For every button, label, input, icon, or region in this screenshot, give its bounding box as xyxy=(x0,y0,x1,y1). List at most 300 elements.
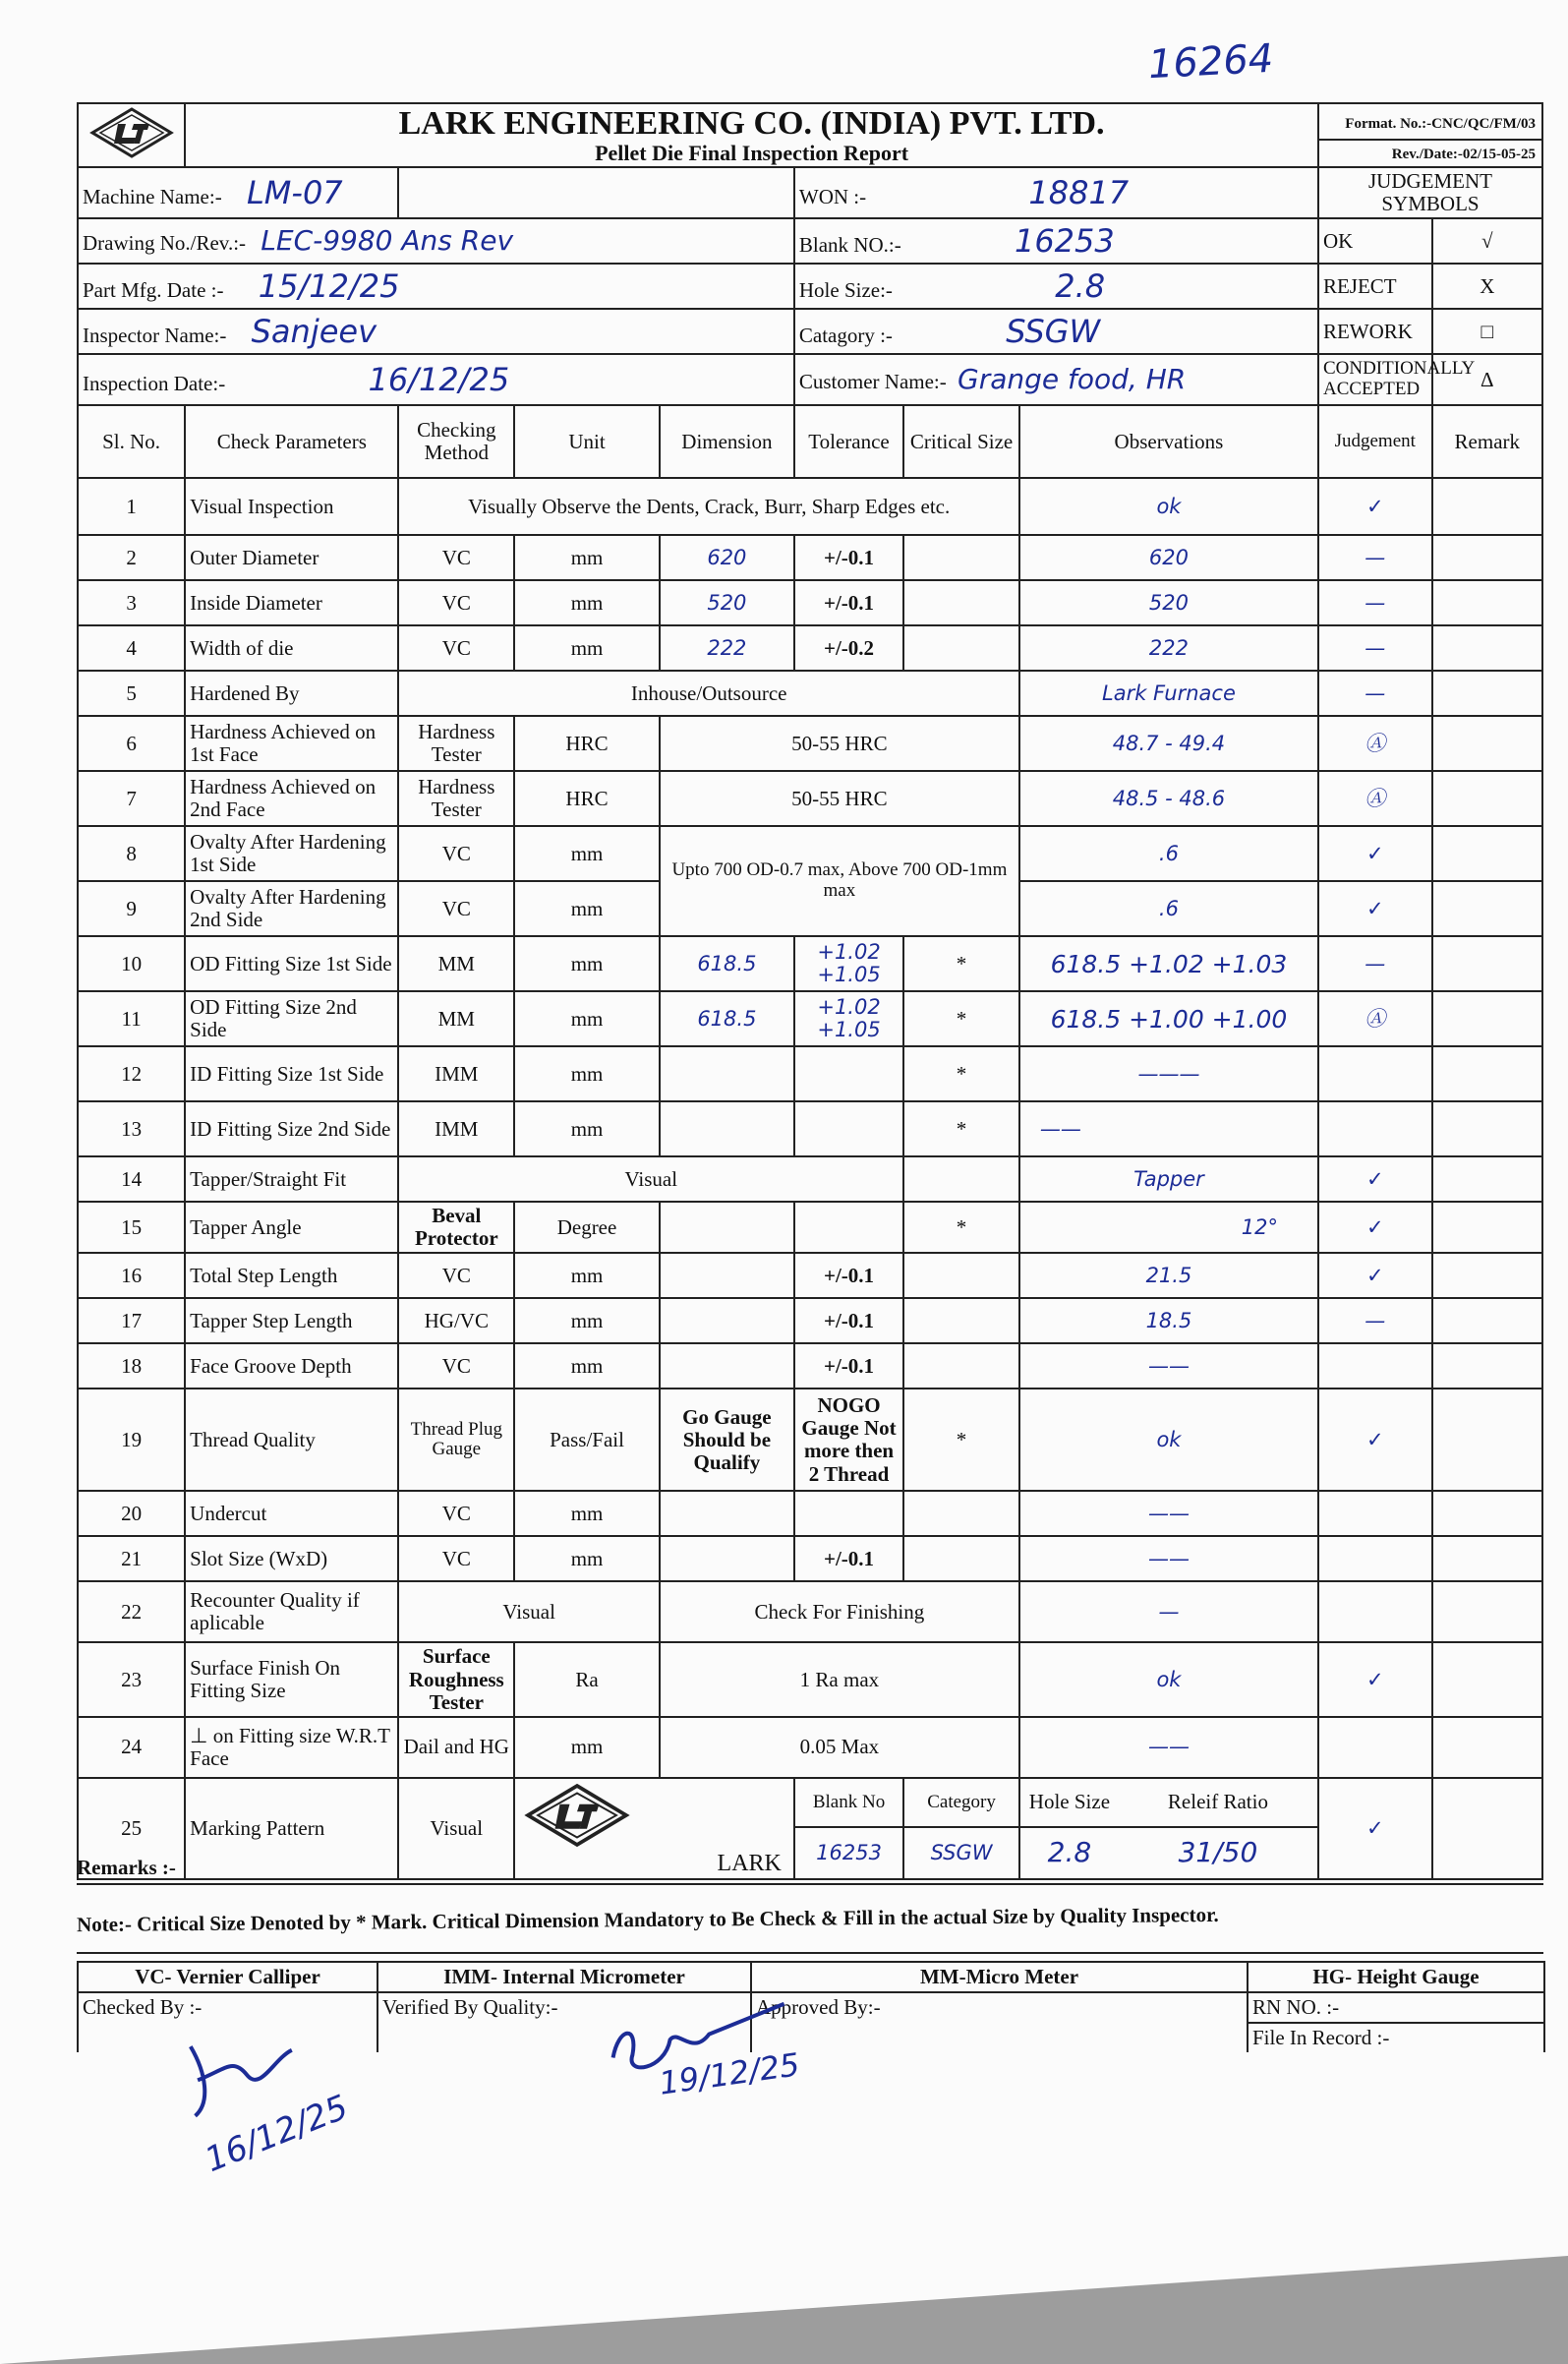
part-mfg-date-field xyxy=(78,264,794,309)
row-method: Visually Observe the Dents, Crack, Burr, Sharp Edges etc. xyxy=(398,478,1018,535)
row-critical: * xyxy=(903,936,1019,991)
row-tolerance: +/-0.2 xyxy=(794,625,903,671)
row-sl: 18 xyxy=(78,1343,185,1389)
row-sl: 4 xyxy=(78,625,185,671)
table-row xyxy=(78,1046,1542,1101)
row-dimension: Check For Finishing xyxy=(660,1581,1019,1642)
row-judgement: ✓ xyxy=(1318,1642,1432,1716)
symbol-reject-label: REJECT xyxy=(1318,264,1432,309)
row-critical xyxy=(903,1156,1019,1202)
marking-logo-cell xyxy=(514,1778,794,1879)
row-remark xyxy=(1432,881,1542,936)
col-dimension: Dimension xyxy=(660,405,794,478)
row-sl: 11 xyxy=(78,991,185,1046)
row-judgement xyxy=(1318,1491,1432,1536)
symbol-rework: □ xyxy=(1432,309,1542,354)
hole-size-field xyxy=(794,264,1318,309)
marking-hole-label: Hole Size xyxy=(1028,1790,1111,1814)
row-method: Visual xyxy=(398,1778,514,1879)
row-judgement: ✓ xyxy=(1318,1253,1432,1298)
row-unit: Ra xyxy=(514,1642,660,1716)
company-logo-icon xyxy=(88,106,175,159)
row-param: Hardened By xyxy=(185,671,398,716)
row-sl: 24 xyxy=(78,1717,185,1778)
format-cell xyxy=(1318,103,1542,167)
row-critical xyxy=(903,535,1019,580)
category-field xyxy=(794,309,1318,354)
row-observation: 18.5 xyxy=(1019,1298,1318,1343)
row-unit: mm xyxy=(514,1253,660,1298)
row-dimension xyxy=(660,1536,794,1581)
won-value: 18817 xyxy=(1028,173,1130,211)
inspector-name-value: Sanjeev xyxy=(251,312,377,350)
row-unit: HRC xyxy=(514,771,660,826)
row-unit: Degree xyxy=(514,1202,660,1253)
marking-blank-value: 16253 xyxy=(794,1827,903,1879)
row-param: Tapper Angle xyxy=(185,1202,398,1253)
row-judgement: Ⓐ xyxy=(1318,716,1432,771)
row-remark xyxy=(1432,625,1542,671)
row-tolerance: +1.02 +1.05 xyxy=(794,991,903,1046)
verified-by-field: Verified By Quality:- xyxy=(377,1992,751,2052)
row-remark xyxy=(1432,991,1542,1046)
row-sl: 16 xyxy=(78,1253,185,1298)
inspection-table xyxy=(77,102,1543,1880)
row-observation: —— xyxy=(1019,1717,1318,1778)
row-dimension: 620 xyxy=(660,535,794,580)
table-row xyxy=(78,1298,1542,1343)
category-label: Catagory :- xyxy=(798,323,893,347)
row-sl: 23 xyxy=(78,1642,185,1716)
table-row xyxy=(78,1536,1542,1581)
legend-mm: MM-Micro Meter xyxy=(751,1962,1248,1992)
table-row xyxy=(78,991,1542,1046)
row-method: VC xyxy=(398,535,514,580)
row-critical xyxy=(903,1298,1019,1343)
revision-date: Rev./Date:-02/15-05-25 xyxy=(1391,146,1536,162)
row-param: Total Step Length xyxy=(185,1253,398,1298)
row-method: HG/VC xyxy=(398,1298,514,1343)
row-remark xyxy=(1432,1298,1542,1343)
marking-hole-relief-values xyxy=(1019,1827,1318,1879)
row-method: MM xyxy=(398,991,514,1046)
col-observations: Observations xyxy=(1019,405,1318,478)
row-observation: —— xyxy=(1019,1101,1318,1156)
customer-name-value: Grange food, HR xyxy=(958,362,1187,395)
row-judgement: — xyxy=(1318,535,1432,580)
row-method: Hardness Tester xyxy=(398,716,514,771)
row-method: IMM xyxy=(398,1046,514,1101)
row-remark xyxy=(1432,936,1542,991)
customer-name-field xyxy=(794,354,1318,405)
row-method: VC xyxy=(398,881,514,936)
row-critical: * xyxy=(903,1389,1019,1491)
marking-hole-value: 2.8 xyxy=(1047,1836,1092,1869)
row-sl: 25 xyxy=(78,1778,185,1879)
col-judgement: Judgement xyxy=(1318,405,1432,478)
row-observation: .6 xyxy=(1019,881,1318,936)
logo-cell xyxy=(78,103,185,167)
blank-no-field xyxy=(794,218,1318,264)
row-observation: ok xyxy=(1019,1642,1318,1716)
row-sl: 21 xyxy=(78,1536,185,1581)
table-row xyxy=(78,1642,1542,1716)
row-unit: mm xyxy=(514,936,660,991)
row-method: VC xyxy=(398,580,514,625)
row-sl: 19 xyxy=(78,1389,185,1491)
row-observation: 618.5 +1.00 +1.00 xyxy=(1019,991,1318,1046)
row-unit: mm xyxy=(514,1046,660,1101)
row-sl: 3 xyxy=(78,580,185,625)
row-judgement: — xyxy=(1318,625,1432,671)
row-dimension: 1 Ra max xyxy=(660,1642,1019,1716)
row-method: Visual xyxy=(398,1581,659,1642)
row-judgement xyxy=(1318,1536,1432,1581)
legend-imm: IMM- Internal Micrometer xyxy=(377,1962,751,1992)
row-sl: 8 xyxy=(78,826,185,881)
category-value: SSGW xyxy=(1006,312,1101,350)
row-remark xyxy=(1432,716,1542,771)
row-param: Ovalty After Hardening 2nd Side xyxy=(185,881,398,936)
row-critical xyxy=(903,1343,1019,1389)
table-row xyxy=(78,535,1542,580)
row-judgement: ✓ xyxy=(1318,1389,1432,1491)
file-record-field: File In Record :- xyxy=(1252,2026,1390,2049)
row-param: Outer Diameter xyxy=(185,535,398,580)
record-fields xyxy=(1248,1992,1544,2052)
row-critical: * xyxy=(903,1101,1019,1156)
table-row xyxy=(78,1778,1542,1828)
row-sl: 1 xyxy=(78,478,185,535)
note-divider xyxy=(77,1952,1543,1954)
row-judgement: ✓ xyxy=(1318,1202,1432,1253)
row-observation: —— xyxy=(1019,1343,1318,1389)
row-unit: mm xyxy=(514,826,660,881)
row-param: ID Fitting Size 2nd Side xyxy=(185,1101,398,1156)
row-dimension: 618.5 xyxy=(660,991,794,1046)
row-remark xyxy=(1432,1581,1542,1642)
row-tolerance: +/-0.1 xyxy=(794,1536,903,1581)
row-param: Visual Inspection xyxy=(185,478,398,535)
legend-vc: VC- Vernier Calliper xyxy=(78,1962,377,1992)
row-param: Inside Diameter xyxy=(185,580,398,625)
row-param: OD Fitting Size 1st Side xyxy=(185,936,398,991)
col-unit: Unit xyxy=(514,405,660,478)
row-param: Slot Size (WxD) xyxy=(185,1536,398,1581)
row-observation: 222 xyxy=(1019,625,1318,671)
row-sl: 5 xyxy=(78,671,185,716)
hole-size-value: 2.8 xyxy=(1055,266,1106,305)
row-judgement: Ⓐ xyxy=(1318,771,1432,826)
row-remark xyxy=(1432,1536,1542,1581)
row-judgement xyxy=(1318,1046,1432,1101)
won-label: WON :- xyxy=(798,184,867,208)
row-critical xyxy=(903,1253,1019,1298)
row-observation: .6 xyxy=(1019,826,1318,881)
hole-size-label: Hole Size:- xyxy=(798,277,893,302)
format-number: Format. No.:-CNC/QC/FM/03 xyxy=(1319,108,1541,141)
row-sl: 15 xyxy=(78,1202,185,1253)
row-param: Hardness Achieved on 1st Face xyxy=(185,716,398,771)
symbol-ok-label: OK xyxy=(1318,218,1432,264)
row-unit: mm xyxy=(514,535,660,580)
drawing-no-field xyxy=(78,218,794,264)
judgement-symbols-title: JUDGEMENT SYMBOLS xyxy=(1318,167,1542,218)
row-judgement: ✓ xyxy=(1318,881,1432,936)
row-unit: mm xyxy=(514,1491,660,1536)
verifier-date: 19/12/25 xyxy=(657,2045,802,2102)
row-judgement: — xyxy=(1318,671,1432,716)
remarks-label: Remarks :- xyxy=(77,1856,176,1879)
row-dimension xyxy=(660,1298,794,1343)
row-sl: 20 xyxy=(78,1491,185,1536)
col-remark: Remark xyxy=(1432,405,1542,478)
row-method: Surface Roughness Tester xyxy=(398,1642,514,1716)
row-remark xyxy=(1432,1491,1542,1536)
row-param: Marking Pattern xyxy=(185,1778,398,1879)
row-remark xyxy=(1432,1642,1542,1716)
row-method: VC xyxy=(398,1343,514,1389)
table-row xyxy=(78,1343,1542,1389)
row-judgement xyxy=(1318,1581,1432,1642)
row-observation: ok xyxy=(1019,1389,1318,1491)
row-param: Hardness Achieved on 2nd Face xyxy=(185,771,398,826)
machine-name-blank xyxy=(398,167,793,218)
row-observation: — xyxy=(1019,1581,1318,1642)
row-remark xyxy=(1432,671,1542,716)
table-row xyxy=(78,1581,1542,1642)
row-method: MM xyxy=(398,936,514,991)
row-unit: mm xyxy=(514,881,660,936)
row-remark xyxy=(1432,1202,1542,1253)
row-dimension: 0.05 Max xyxy=(660,1717,1019,1778)
row-unit: mm xyxy=(514,991,660,1046)
row-dimension xyxy=(660,1253,794,1298)
remarks-divider xyxy=(77,1883,1543,1885)
row-param: ⊥ on Fitting size W.R.T Face xyxy=(185,1717,398,1778)
row-remark xyxy=(1432,478,1542,535)
row-sl: 12 xyxy=(78,1046,185,1101)
row-sl: 22 xyxy=(78,1581,185,1642)
inspection-date-field xyxy=(78,354,794,405)
table-row xyxy=(78,625,1542,671)
row-unit: mm xyxy=(514,1536,660,1581)
table-row xyxy=(78,826,1542,881)
row-sl: 17 xyxy=(78,1298,185,1343)
row-param: Face Groove Depth xyxy=(185,1343,398,1389)
row-observation: 48.5 - 48.6 xyxy=(1019,771,1318,826)
company-name: LARK ENGINEERING CO. (INDIA) PVT. LTD. xyxy=(398,104,1105,142)
row-tolerance xyxy=(794,1046,903,1101)
row-param: Thread Quality xyxy=(185,1389,398,1491)
row-param: Width of die xyxy=(185,625,398,671)
row-method: Inhouse/Outsource xyxy=(398,671,1018,716)
row-tolerance xyxy=(794,1202,903,1253)
row-observation: 48.7 - 49.4 xyxy=(1019,716,1318,771)
table-row xyxy=(78,1253,1542,1298)
row-method: Dail and HG xyxy=(398,1717,514,1778)
inspection-date-value: 16/12/25 xyxy=(368,360,510,398)
drawing-no-value: LEC-9980 Ans Rev xyxy=(261,223,514,257)
row-unit: mm xyxy=(514,580,660,625)
table-row xyxy=(78,771,1542,826)
row-critical: * xyxy=(903,1046,1019,1101)
row-param: Surface Finish On Fitting Size xyxy=(185,1642,398,1716)
inspector-name-label: Inspector Name:- xyxy=(83,323,227,347)
checker-date: 16/12/25 xyxy=(200,2087,354,2181)
row-tolerance: +/-0.1 xyxy=(794,1253,903,1298)
symbol-reject: X xyxy=(1432,264,1542,309)
row-remark xyxy=(1432,580,1542,625)
symbol-ok: √ xyxy=(1432,218,1542,264)
row-observation: Lark Furnace xyxy=(1019,671,1318,716)
table-row xyxy=(78,671,1542,716)
legend-hg: HG- Height Gauge xyxy=(1248,1962,1544,1992)
symbol-rework-label: REWORK xyxy=(1318,309,1432,354)
row-tolerance xyxy=(794,1101,903,1156)
report-title: Pellet Die Final Inspection Report xyxy=(595,141,909,166)
row-method: Thread Plug Gauge xyxy=(398,1389,514,1491)
marking-blank-label: Blank No xyxy=(794,1778,903,1828)
row-remark xyxy=(1432,1389,1542,1491)
lark-logo-icon xyxy=(523,1781,631,1850)
row-unit: mm xyxy=(514,1717,660,1778)
row-dimension: 50-55 HRC xyxy=(660,716,1019,771)
row-param: Recounter Quality if aplicable xyxy=(185,1581,398,1642)
scan-shadow xyxy=(0,2256,1568,2364)
drawing-no-label: Drawing No./Rev.:- xyxy=(83,230,247,255)
col-check-parameters: Check Parameters xyxy=(185,405,398,478)
col-checking-method: Checking Method xyxy=(398,405,514,478)
symbol-conditional-label: CONDITIONALLY ACCEPTED xyxy=(1318,354,1432,405)
row-method: IMM xyxy=(398,1101,514,1156)
row-remark xyxy=(1432,1156,1542,1202)
row-dimension xyxy=(660,1343,794,1389)
row-remark xyxy=(1432,1343,1542,1389)
part-mfg-date-value: 15/12/25 xyxy=(258,266,400,305)
row-judgement xyxy=(1318,1343,1432,1389)
row-observation: —— xyxy=(1019,1491,1318,1536)
row-dimension: 222 xyxy=(660,625,794,671)
row-unit: Pass/Fail xyxy=(514,1389,660,1491)
row-param: OD Fitting Size 2nd Side xyxy=(185,991,398,1046)
row-dimension xyxy=(660,1202,794,1253)
row-param: Tapper Step Length xyxy=(185,1298,398,1343)
row-judgement: — xyxy=(1318,936,1432,991)
row-tolerance: +/-0.1 xyxy=(794,1343,903,1389)
blank-no-value: 16253 xyxy=(1014,221,1115,260)
row-critical: * xyxy=(903,1202,1019,1253)
row-dimension: Go Gauge Should be Qualify xyxy=(660,1389,794,1491)
row-dimension xyxy=(660,1491,794,1536)
table-row xyxy=(78,716,1542,771)
table-row xyxy=(78,936,1542,991)
row-judgement: ✓ xyxy=(1318,478,1432,535)
row-sl: 7 xyxy=(78,771,185,826)
row-observation: 520 xyxy=(1019,580,1318,625)
title-cell xyxy=(185,103,1318,167)
row-judgement: ✓ xyxy=(1318,826,1432,881)
row-remark xyxy=(1432,1778,1542,1879)
row-sl: 9 xyxy=(78,881,185,936)
table-row xyxy=(78,1717,1542,1778)
row-critical xyxy=(903,625,1019,671)
row-sl: 6 xyxy=(78,716,185,771)
row-critical xyxy=(903,1491,1019,1536)
table-row xyxy=(78,1156,1542,1202)
row-method: VC xyxy=(398,826,514,881)
customer-name-label: Customer Name:- xyxy=(798,369,947,393)
row-observation: Tapper xyxy=(1019,1156,1318,1202)
row-unit: mm xyxy=(514,1298,660,1343)
row-remark xyxy=(1432,535,1542,580)
row-sl: 2 xyxy=(78,535,185,580)
row-remark xyxy=(1432,826,1542,881)
col-tolerance: Tolerance xyxy=(794,405,903,478)
row-judgement xyxy=(1318,1101,1432,1156)
row-method: Visual xyxy=(398,1156,903,1202)
won-field xyxy=(794,167,1318,218)
row-param: ID Fitting Size 1st Side xyxy=(185,1046,398,1101)
row-remark xyxy=(1432,1717,1542,1778)
inspection-date-label: Inspection Date:- xyxy=(83,371,226,395)
table-row xyxy=(78,1101,1542,1156)
marking-relief-value: 31/50 xyxy=(1178,1836,1258,1869)
row-param: Undercut xyxy=(185,1491,398,1536)
row-dimension: 50-55 HRC xyxy=(660,771,1019,826)
table-row xyxy=(78,1202,1542,1253)
row-dimension: 520 xyxy=(660,580,794,625)
row-observation: 12° xyxy=(1019,1202,1318,1253)
row-observation: —— xyxy=(1019,1536,1318,1581)
row-tolerance xyxy=(794,1491,903,1536)
row-judgement: — xyxy=(1318,580,1432,625)
machine-name-value: LM-07 xyxy=(246,173,343,211)
marking-lark-text: LARK xyxy=(717,1850,782,1876)
document-number: 16264 xyxy=(1146,35,1275,89)
part-mfg-date-label: Part Mfg. Date :- xyxy=(83,277,224,302)
symbol-conditional: Δ xyxy=(1432,354,1542,405)
rn-no-field: RN NO. :- xyxy=(1249,1993,1543,2024)
checked-by-field: Checked By :- xyxy=(78,1992,377,2052)
table-row xyxy=(78,1491,1542,1536)
row-critical xyxy=(903,1536,1019,1581)
row-remark xyxy=(1432,771,1542,826)
blank-no-label: Blank NO.:- xyxy=(798,232,901,257)
row-tolerance: +/-0.1 xyxy=(794,1298,903,1343)
row-remark xyxy=(1432,1253,1542,1298)
row-param: Tapper/Straight Fit xyxy=(185,1156,398,1202)
table-row xyxy=(78,1389,1542,1491)
row-tolerance: NOGO Gauge Not more then 2 Thread xyxy=(794,1389,903,1491)
row-observation: 620 xyxy=(1019,535,1318,580)
marking-category-value: SSGW xyxy=(903,1827,1019,1879)
row-observation: 618.5 +1.02 +1.03 xyxy=(1019,936,1318,991)
row-judgement: — xyxy=(1318,1298,1432,1343)
row-unit: mm xyxy=(514,625,660,671)
table-row xyxy=(78,580,1542,625)
row-dimension xyxy=(660,1101,794,1156)
row-remark xyxy=(1432,1101,1542,1156)
marking-relief-label: Releif Ratio xyxy=(1167,1790,1268,1814)
machine-name-label: Machine Name:- xyxy=(83,184,222,208)
row-tolerance: +/-0.1 xyxy=(794,535,903,580)
row-unit: mm xyxy=(514,1343,660,1389)
row-judgement xyxy=(1318,1717,1432,1778)
row-unit: mm xyxy=(514,1101,660,1156)
table-row xyxy=(78,478,1542,535)
row-sl: 14 xyxy=(78,1156,185,1202)
